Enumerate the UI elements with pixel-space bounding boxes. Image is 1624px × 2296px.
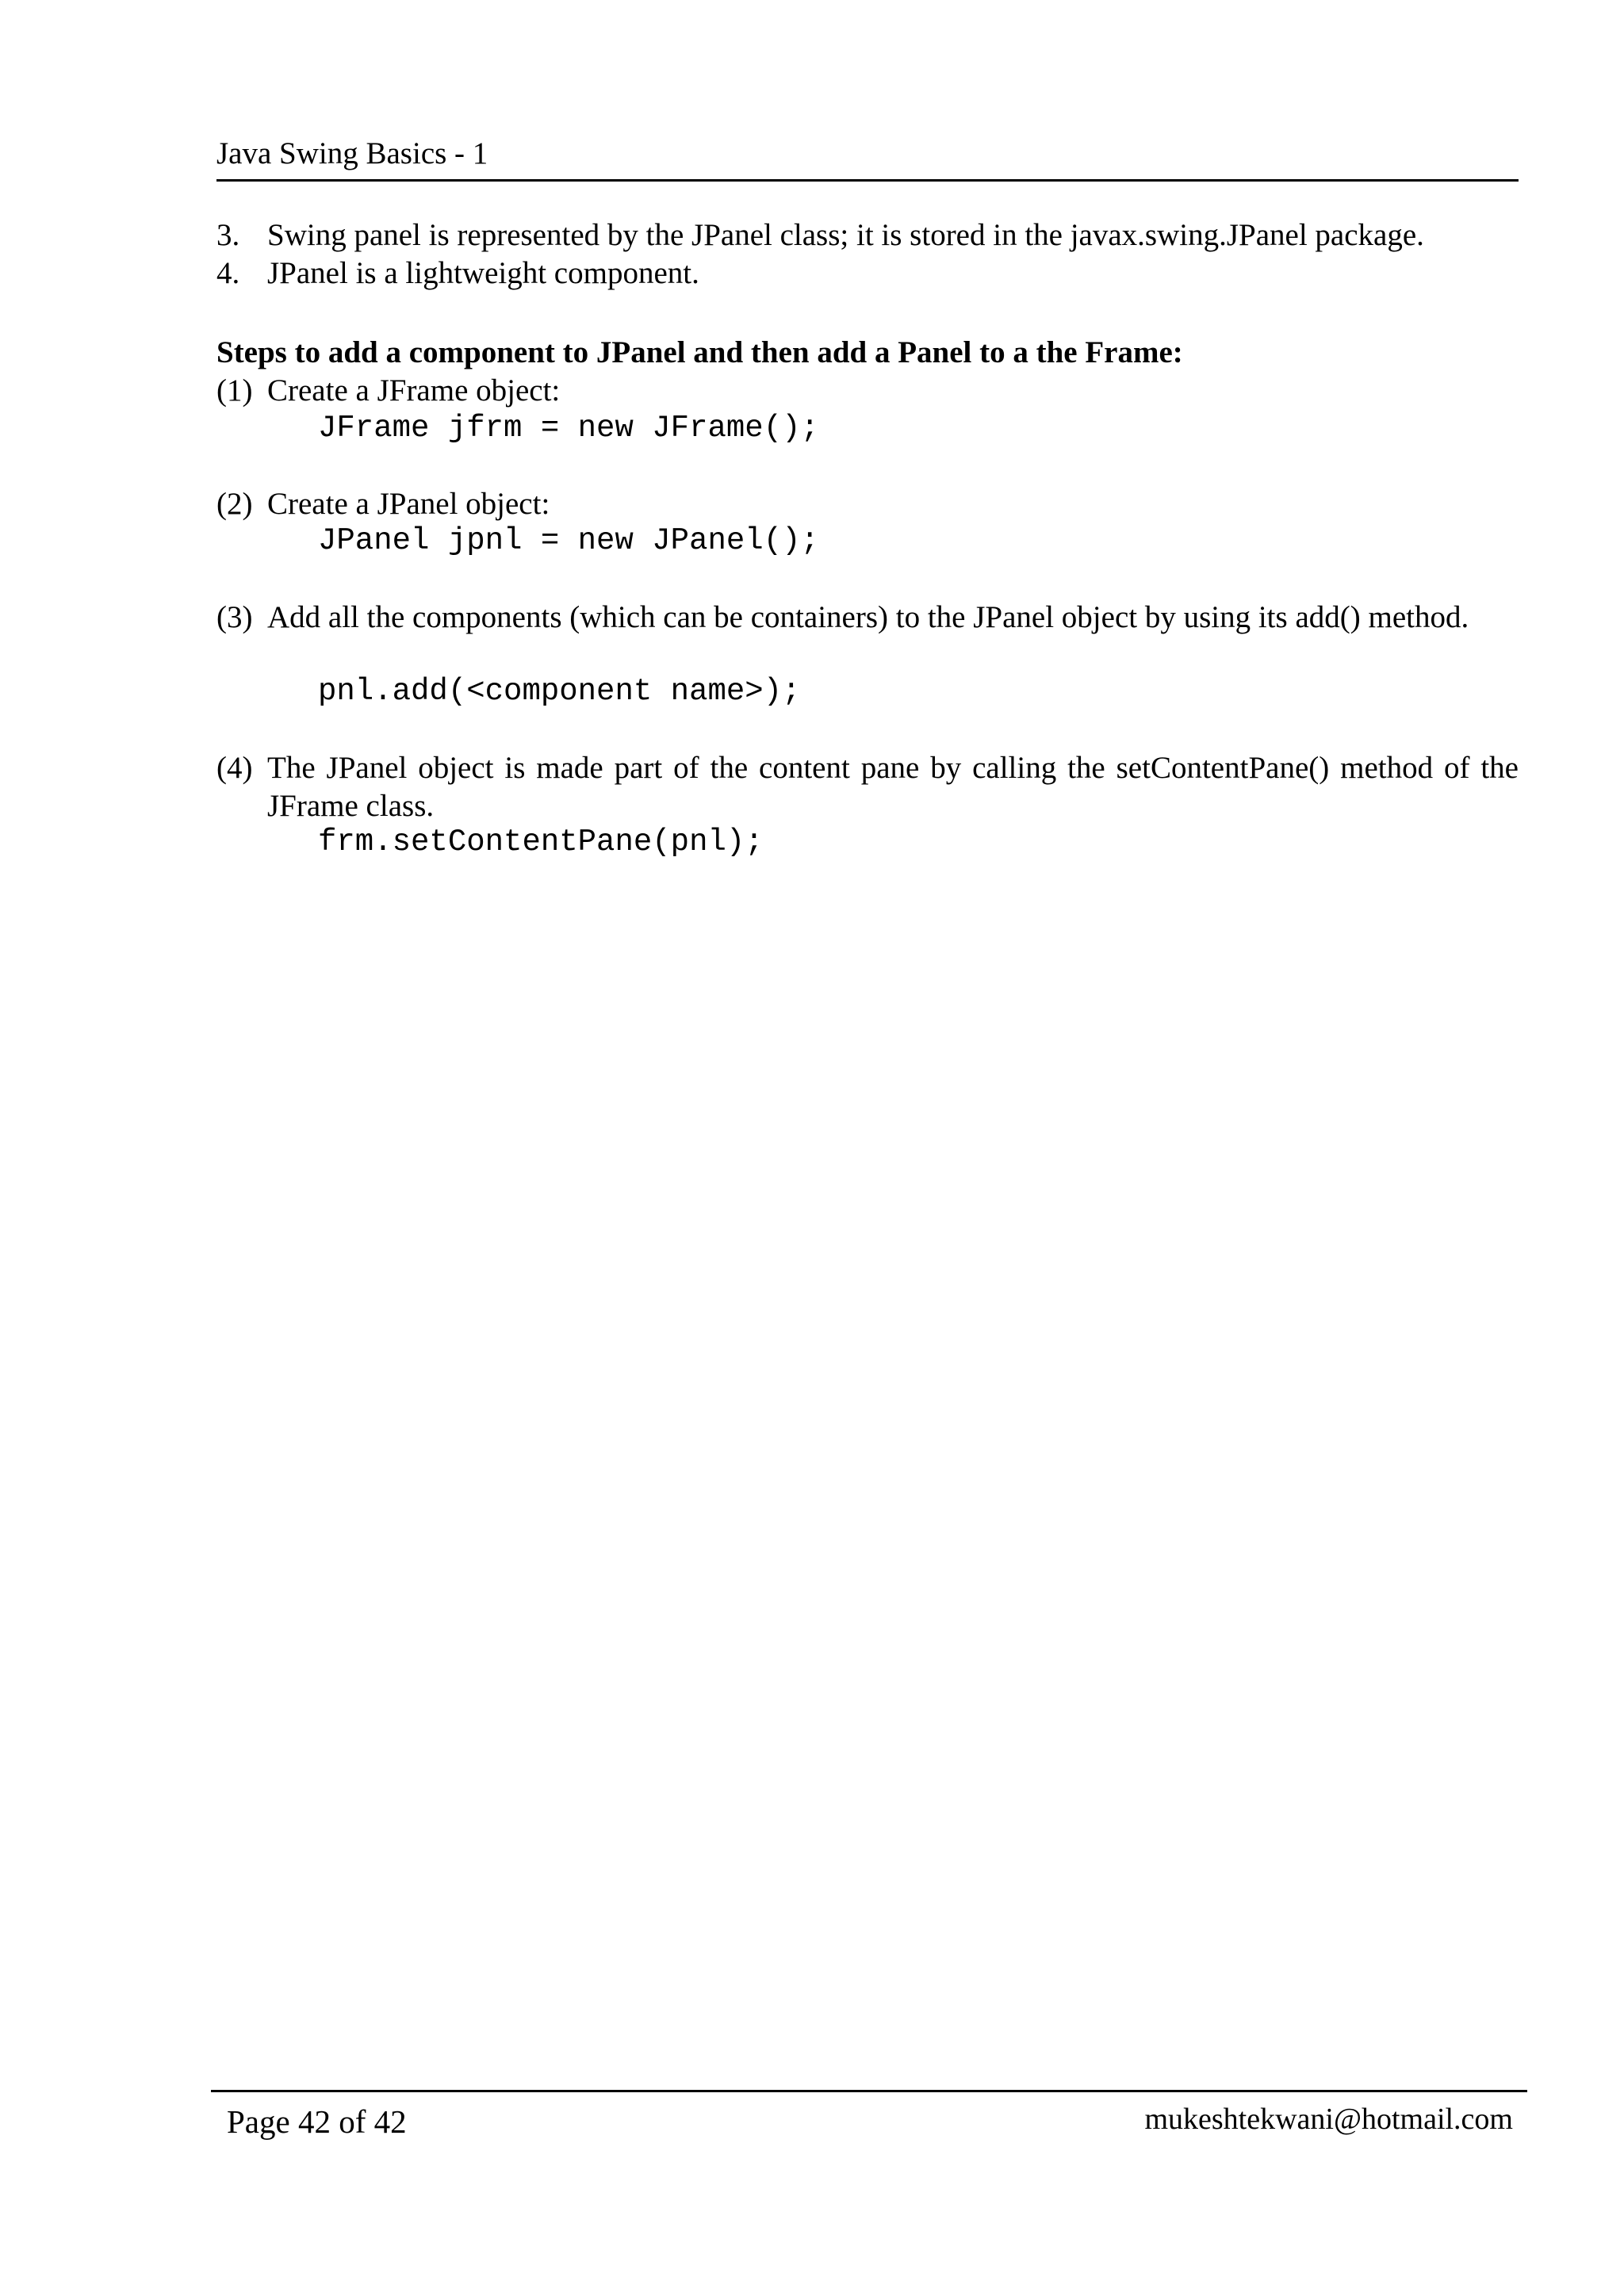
step-1-label: (1)	[216, 373, 253, 408]
step-1-code: JFrame jfrm = new JFrame();	[318, 411, 819, 446]
list-item	[216, 254, 699, 293]
list-item	[216, 216, 1424, 254]
step-4-text: The JPanel object is made part of the content pane by calling the setContentPane() method of the JFrame class.	[267, 751, 1519, 823]
step-3-code: pnl.add(<component name>);	[318, 674, 801, 709]
page-number: Page 42 of 42	[227, 2103, 407, 2140]
list-item-text: Swing panel is represented by the JPanel class; it is stored in the javax.swing.JPanel package.	[267, 218, 1424, 252]
step-2-code: JPanel jpnl = new JPanel();	[318, 523, 819, 558]
list-item-text: JPanel is a lightweight component.	[267, 256, 699, 290]
step-1-text: Create a JFrame object:	[267, 373, 561, 408]
step-3-label: (3)	[216, 600, 253, 634]
section-heading: Steps to add a component to JPanel and then add a Panel to a the Frame:	[216, 335, 1183, 369]
footer-email: mukeshtekwani@hotmail.com	[1144, 2103, 1513, 2136]
step-2-label: (2)	[216, 487, 253, 521]
page-header	[216, 135, 1519, 182]
step-4-label: (4)	[216, 751, 253, 785]
list-item-number: 4.	[216, 256, 240, 290]
step-3-text: Add all the components (which can be containers) to the JPanel object by using its add() method.	[267, 600, 1469, 634]
list-item-number: 3.	[216, 218, 240, 252]
header-title: Java Swing Basics - 1	[216, 136, 488, 170]
step-2-text: Create a JPanel object:	[267, 487, 550, 521]
step-4-code: frm.setContentPane(pnl);	[318, 825, 764, 859]
page-footer	[211, 2090, 1527, 2140]
